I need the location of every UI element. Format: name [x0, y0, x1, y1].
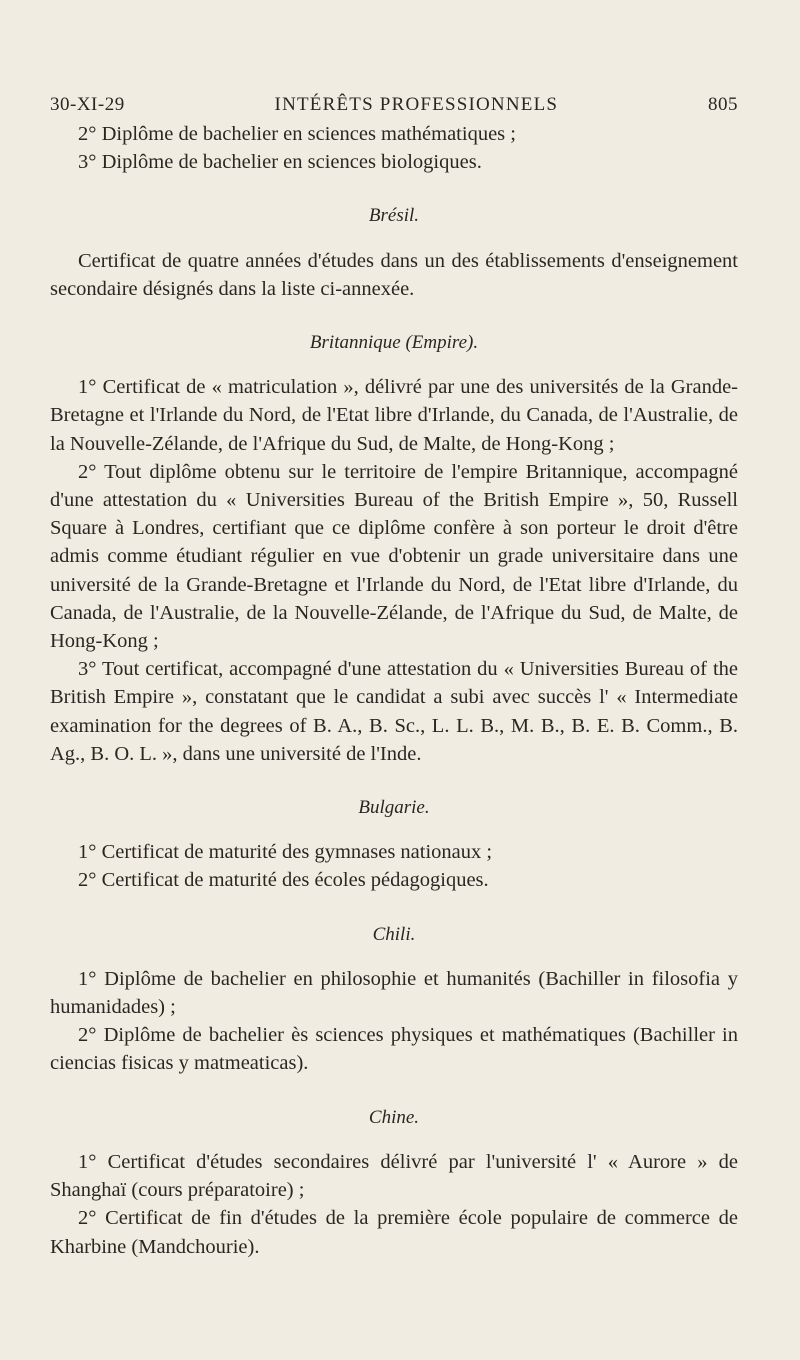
- paragraph: 3° Diplôme de bachelier en sciences biologiques.: [78, 151, 482, 174]
- paragraph: Certificat de quatre années d'études dans un des établissements d'enseignement secondaire désignés dans la liste ci-annexée.: [50, 249, 738, 300]
- paragraph: 2° Certificat de maturité des écoles pédagogiques.: [78, 869, 489, 892]
- paragraph: 3° Tout certificat, accompagné d'une attestation du « Universities Bureau of the British Empire », constatant que le candidat a subi avec succès l' « Intermediate examination for the degrees of B. A., B. Sc., L. L. B., M. B., B. E. B. Comm., B. Ag., B. O. L. », dans une université de l'Inde.: [50, 658, 738, 765]
- body-text: [50, 120, 738, 1261]
- header-title: INTÉRÊTS PROFESSIONNELS: [274, 94, 559, 115]
- section-heading-chine: Chine.: [368, 1106, 420, 1128]
- section-heading-chili: Chili.: [372, 923, 416, 945]
- running-head: [50, 94, 738, 116]
- paragraph: 1° Certificat de maturité des gymnases nationaux ;: [78, 841, 493, 864]
- paragraph: 1° Diplôme de bachelier en philosophie et humanités (Bachiller in filosofia y humanidades) ;: [50, 967, 738, 1019]
- paragraph: 2° Certificat de fin d'études de la première école populaire de commerce de Kharbine (Mandchourie).: [50, 1207, 738, 1258]
- paragraph: 1° Certificat de « matriculation », délivré par une des universités de la Grande-Bretagne et l'Irlande du Nord, de l'Etat libre d'Irlande, du Canada, de l'Australie, de la Nouvelle-Zélande, de l'Afrique du Sud, de Malte, de Hong-Kong ;: [50, 376, 738, 455]
- section-heading-bresil: Brésil.: [368, 205, 420, 227]
- section-heading-britannique: Britannique (Empire).: [309, 332, 479, 354]
- page-number: 805: [708, 94, 738, 115]
- paragraph: 1° Certificat d'études secondaires délivré par l'université l' « Aurore » de Shanghaï (cours préparatoire) ;: [50, 1150, 738, 1202]
- header-date: 30-XI-29: [50, 94, 125, 115]
- section-heading-bulgarie: Bulgarie.: [358, 797, 430, 819]
- paragraph: 2° Tout diplôme obtenu sur le territoire de l'empire Britannique, accompagné d'une attestation du « Universities Bureau of the British Empire », 50, Russell Square à Londres, certifiant que ce diplôme confère à son porteur le droit d'être admis comme étudiant régulier en vue d'obtenir un grade universitaire dans une université de la Grande-Bretagne et l'Irlande du Nord, de l'Etat libre d'Irlande, du Canada, de l'Australie, de la Nouvelle-Zélande, de l'Afrique du Sud, de Malte, de Hong-Kong ;: [50, 460, 738, 653]
- paragraph: 2° Diplôme de bachelier ès sciences physiques et mathématiques (Bachiller in ciencias fisicas y matmeaticas).: [50, 1024, 738, 1075]
- paragraph: 2° Diplôme de bachelier en sciences mathématiques ;: [78, 123, 516, 145]
